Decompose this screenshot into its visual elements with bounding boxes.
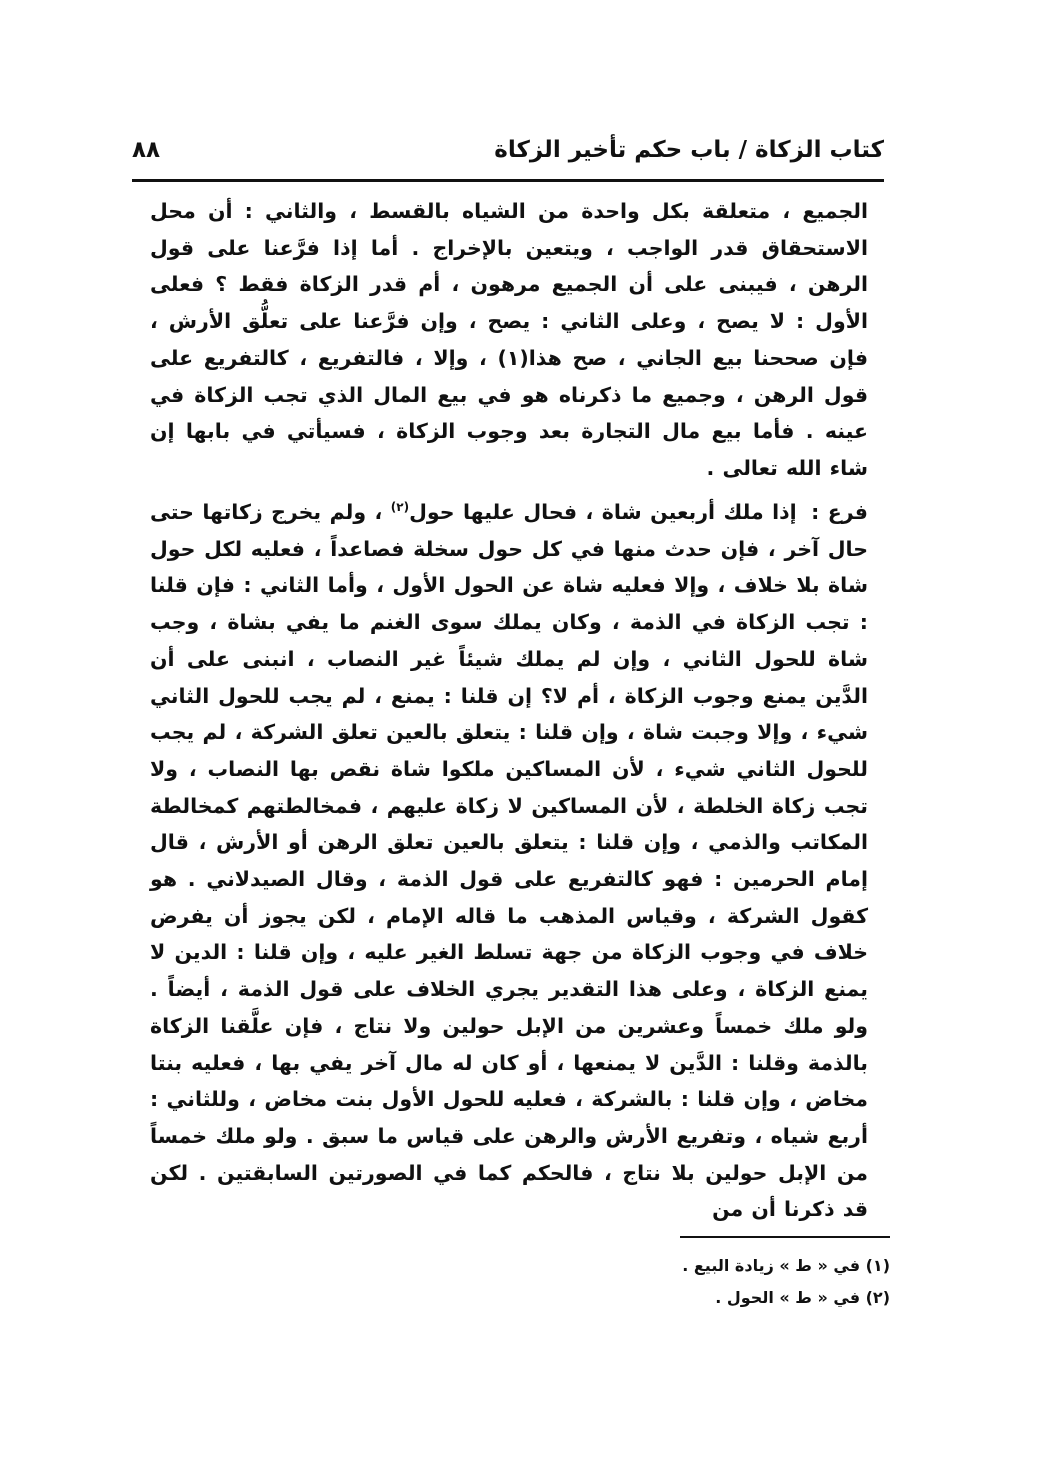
footnotes <box>560 1250 890 1314</box>
footnote-2: (٢) في « ط » الحول . <box>715 1288 890 1307</box>
paragraph-1: الجميع ، متعلقة بكل واحدة من الشياه بالقسط ، والثاني : أن محل الاستحقاق قدر الواجب ، ويتعين بالإخراج . أما إذا فرَّعنا على قول الرهن ، فيبنى على أن الجميع مرهون ، أم قدر الزكاة فقط ؟ فعلى الأول : لا يصح ، وعلى الثاني : يصح ، وإن فرَّعنا على تعلُّق الأرش ، فإن صححنا بيع الجاني ، صح هذا(١) ، وإلا ، فالتفريع ، كالتفريع على قول الرهن ، وجميع ما ذكرناه هو في بيع المال الذي تجب الزكاة في عينه . فأما بيع مال التجارة بعد وجوب الزكاة ، فسيأتي في بابها إن شاء الله تعالى . <box>150 199 869 480</box>
footnote-1: (١) في « ط » زيادة البيع . <box>682 1256 890 1275</box>
paragraph-2 <box>150 494 868 1228</box>
footnote-divider <box>680 1236 890 1238</box>
header-divider <box>132 179 884 182</box>
running-header-title: كتاب الزكاة / باب حكم تأخير الزكاة <box>494 137 884 163</box>
page-number: ٨٨ <box>132 137 161 163</box>
paragraph-2-label: فرع : <box>811 500 868 524</box>
paragraph-2-text: ، ولم يخرج زكاتها حتى حال آخر ، فإن حدث منها في كل حول سخلة فصاعداً ، فعليه لكل حول شاة بلا خلاف ، وإلا فعليه شاة عن الحول الأول ، وأما الثاني : فإن قلنا : تجب الزكاة في الذمة ، وكان يملك سوى الغنم ما يفي بشاة ، وجب شاة للحول الثاني ، وإن لم يملك شيئاً غير النصاب ، انبنى على أن الدَّين يمنع وجوب الزكاة ، أم لا؟ إن قلنا : يمنع ، لم يجب للحول الثاني شيء ، وإلا وجبت شاة ، وإن قلنا : يتعلق بالعين تعلق الشركة ، لم يجب للحول الثاني شيء ، لأن المساكين ملكوا شاة نقص بها النصاب ، ولا تجب زكاة الخلطة ، لأن المساكين لا زكاة عليهم ، فمخالطتهم كمخالطة المكاتب والذمي ، وإن قلنا : يتعلق بالعين تعلق الرهن أو الأرش ، قال إمام الحرمين : فهو كالتفريع على قول الذمة ، وقال الصيدلاني . هو كقول الشركة ، وقياس المذهب ما قاله الإمام ، لكن يجوز أن يفرض خلاف في وجوب الزكاة من جهة تسلط الغير عليه ، وإن قلنا : الدين لا يمنع الزكاة ، وعلى هذا التقدير يجري الخلاف على قول الذمة ، أيضاً . ولو ملك خمساً وعشرين من الإبل حولين ولا نتاج ، فإن علَّقنا الزكاة بالذمة وقلنا : الدَّين لا يمنعها ، أو كان له مال آخر يفي بها ، فعليه بنتا مخاض ، وإن قلنا : بالشركة ، فعليه للحول الأول بنت مخاض ، وللثاني : أربع شياه ، وتفريع الأرش والرهن على قياس ما سبق . ولو ملك خمساً من الإبل حولين بلا نتاج ، فالحكم كما في الصورتين السابقتين . لكن قد ذكرنا أن من <box>150 500 868 1222</box>
paragraph-2-lead: إذا ملك أربعين شاة ، فحال عليها حول <box>409 500 797 524</box>
running-header <box>132 133 884 177</box>
footnote-ref-2: (٢) <box>390 500 410 515</box>
